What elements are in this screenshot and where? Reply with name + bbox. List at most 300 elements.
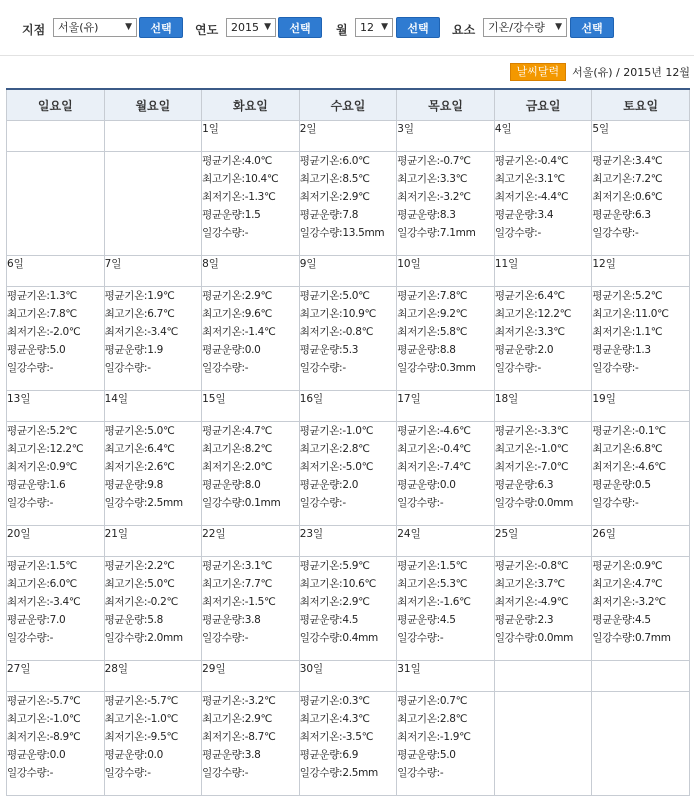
day-number: 10일 [397, 258, 421, 270]
weather-rain-line [105, 359, 202, 377]
weather-min-line [105, 728, 202, 746]
weather-min-value: -8.9℃ [49, 731, 81, 743]
weather-avg-line [592, 422, 689, 440]
weather-max-line [397, 305, 494, 323]
weather-max-line [105, 440, 202, 458]
weather-avg-line [202, 557, 299, 575]
weather-rain-line [300, 764, 397, 782]
day-number-cell [104, 526, 202, 557]
weather-cloud-line [592, 476, 689, 494]
weather-cloud-label: 평균운량: [494, 344, 538, 356]
weather-rain-value: - [49, 497, 54, 509]
weather-min-value: -1.9℃ [439, 731, 471, 743]
weather-avg-line [397, 152, 494, 170]
weather-rain-value: - [635, 362, 639, 374]
day-number: 1일 [202, 123, 219, 135]
weather-cloud-line [300, 341, 397, 359]
weather-rain-value: 2.0mm [147, 632, 183, 644]
element-select[interactable] [483, 18, 567, 37]
weather-rain-label: 일강수량: [397, 767, 440, 779]
weather-max-label: 최고기온: [299, 443, 343, 455]
weather-min-value: -3.5℃ [342, 731, 374, 743]
day-number-cell [202, 526, 300, 557]
weather-rain-line [397, 764, 494, 782]
day-data-cell [592, 557, 690, 661]
weather-min-value: -4.9℃ [537, 596, 569, 608]
weather-cloud-value: 6.3 [537, 479, 554, 491]
weather-cloud-line [105, 476, 202, 494]
weather-max-label: 최고기온: [397, 578, 440, 590]
day-data-cell [7, 422, 105, 526]
weather-max-value: 6.4℃ [147, 443, 175, 455]
day-number: 7일 [104, 258, 122, 270]
weather-rain-label: 일강수량: [7, 632, 50, 644]
weather-cloud-line [202, 611, 299, 629]
weather-min-value: 2.9℃ [342, 191, 370, 203]
day-number-row [7, 391, 690, 422]
weather-min-line [7, 728, 104, 746]
weather-max-line [592, 170, 689, 188]
weather-max-line [300, 575, 397, 593]
weather-avg-line [202, 422, 299, 440]
weather-cloud-value: 5.8 [147, 614, 163, 626]
weather-max-label: 최고기온: [592, 308, 635, 320]
weather-rain-value: - [537, 362, 541, 374]
day-data-cell [104, 287, 202, 391]
weather-avg-line [495, 422, 592, 440]
day-number-cell [494, 661, 592, 692]
weather-avg-value: 1.9℃ [147, 290, 175, 302]
weather-max-value: 7.2℃ [635, 173, 663, 185]
year-select-button[interactable]: 선택 [278, 17, 322, 38]
day-number: 20일 [7, 528, 31, 540]
weather-avg-label: 평균기온: [202, 155, 245, 167]
day-number-cell [397, 391, 495, 422]
weather-min-value: -4.4℃ [537, 191, 569, 203]
weather-avg-label: 평균기온: [397, 695, 440, 707]
weather-avg-label: 평균기온: [202, 290, 245, 302]
weather-avg-label: 평균기온: [592, 425, 635, 437]
weather-avg-value: -3.2℃ [244, 695, 276, 707]
weather-rain-label: 일강수량: [104, 497, 148, 509]
weather-rain-value: - [439, 632, 444, 644]
calendar-caption-text: 서울(유) / 2015년 12월 [572, 66, 690, 79]
weather-avg-line [300, 557, 397, 575]
weather-cloud-value: 3.8 [244, 614, 261, 626]
weather-min-label: 최저기온: [202, 731, 245, 743]
calendar-caption [510, 63, 690, 81]
weather-cloud-line [7, 611, 104, 629]
weather-min-value: -7.0℃ [537, 461, 569, 473]
weather-max-label: 최고기온: [202, 173, 245, 185]
weather-max-line [300, 305, 397, 323]
weather-rain-line [105, 764, 202, 782]
weather-max-label: 최고기온: [494, 578, 538, 590]
day-data-row [7, 557, 690, 661]
weather-min-label: 최저기온: [494, 326, 538, 338]
weather-avg-value: 7.8℃ [439, 290, 468, 302]
weather-cloud-label: 평균운량: [104, 614, 148, 626]
weather-cloud-label: 평균운량: [592, 344, 635, 356]
weather-min-line [202, 458, 299, 476]
weather-rain-value: 2.5mm [342, 767, 378, 779]
weather-min-value: -7.4℃ [439, 461, 471, 473]
weather-avg-label: 평균기온: [7, 290, 50, 302]
day-number-cell [7, 391, 105, 422]
station-label: 지점 [22, 23, 46, 37]
weather-avg-line [105, 692, 202, 710]
weather-min-value: 0.6℃ [635, 191, 663, 203]
day-data-cell [592, 692, 690, 796]
weather-max-label: 최고기온: [7, 578, 50, 590]
day-data-cell [202, 422, 300, 526]
day-number: 19일 [592, 393, 616, 405]
weather-avg-value: 5.0℃ [147, 425, 175, 437]
element-select-button[interactable]: 선택 [570, 17, 614, 38]
weather-avg-value: -5.7℃ [49, 695, 81, 707]
weather-calendar-table [6, 88, 690, 796]
day-number: 6일 [7, 258, 24, 270]
weather-avg-line [592, 557, 689, 575]
weather-cloud-line [592, 206, 689, 224]
weather-max-line [495, 305, 592, 323]
weather-min-line [202, 728, 299, 746]
weather-cloud-label: 평균운량: [397, 479, 440, 491]
weather-rain-label: 일강수량: [299, 227, 343, 239]
weather-cloud-label: 평균운량: [299, 344, 343, 356]
weather-min-label: 최저기온: [397, 461, 440, 473]
day-data-cell [494, 152, 592, 256]
weather-min-line [7, 593, 104, 611]
weather-rain-label: 일강수량: [202, 227, 245, 239]
day-number-cell [299, 526, 397, 557]
weather-max-label: 최고기온: [299, 173, 343, 185]
weather-min-line [495, 458, 592, 476]
weather-max-line [105, 710, 202, 728]
day-data-cell [202, 692, 300, 796]
weather-cloud-value: 2.0 [342, 479, 359, 491]
day-data-cell [7, 692, 105, 796]
weekday-header: 토요일 [592, 89, 690, 121]
weather-min-label: 최저기온: [202, 596, 245, 608]
weather-max-label: 최고기온: [397, 173, 440, 185]
weather-avg-label: 평균기온: [104, 695, 148, 707]
weather-rain-value: - [342, 362, 346, 374]
weather-rain-value: 0.7mm [635, 632, 671, 644]
day-number: 29일 [202, 663, 226, 675]
weather-rain-line [397, 224, 494, 242]
weather-avg-value: 5.0℃ [342, 290, 370, 302]
weather-cloud-line [7, 341, 104, 359]
weather-cloud-line [105, 611, 202, 629]
weather-avg-value: 2.2℃ [147, 560, 175, 572]
weather-rain-value: - [244, 767, 249, 779]
weather-max-label: 최고기온: [202, 578, 245, 590]
day-number: 18일 [494, 393, 519, 405]
weather-avg-value: -0.4℃ [537, 155, 569, 167]
weather-max-line [202, 575, 299, 593]
weather-avg-line [7, 557, 104, 575]
weather-max-line [105, 575, 202, 593]
weather-avg-value: 3.4℃ [635, 155, 663, 167]
weather-max-line [202, 305, 299, 323]
day-number-cell [494, 391, 592, 422]
weather-avg-line [592, 152, 689, 170]
weather-cloud-line [592, 341, 689, 359]
weather-avg-value: 6.4℃ [537, 290, 565, 302]
weather-cloud-value: 7.0 [49, 614, 66, 626]
day-data-cell [202, 557, 300, 661]
weather-min-label: 최저기온: [494, 461, 538, 473]
weather-max-line [7, 575, 104, 593]
weather-min-value: -1.6℃ [439, 596, 471, 608]
weather-max-label: 최고기온: [104, 308, 148, 320]
weather-max-value: 6.7℃ [147, 308, 175, 320]
weather-rain-line [105, 494, 202, 512]
weather-cloud-label: 평균운량: [104, 344, 148, 356]
weather-max-value: 10.4℃ [244, 173, 279, 185]
weather-cloud-line [397, 476, 494, 494]
weather-cloud-label: 평균운량: [494, 614, 538, 626]
weather-cloud-line [105, 341, 202, 359]
weather-min-value: -4.6℃ [635, 461, 666, 473]
day-number: 22일 [202, 528, 226, 540]
day-number: 15일 [202, 393, 226, 405]
day-data-cell [397, 692, 495, 796]
day-number-cell [397, 526, 495, 557]
day-number: 27일 [7, 663, 31, 675]
weather-min-line [592, 323, 689, 341]
weather-avg-line [495, 287, 592, 305]
weather-cloud-label: 평균운량: [7, 344, 50, 356]
weekday-header: 목요일 [397, 89, 495, 121]
weather-cloud-label: 평균운량: [299, 749, 343, 761]
weather-cloud-label: 평균운량: [202, 344, 245, 356]
weather-avg-line [202, 692, 299, 710]
weather-rain-value: - [49, 767, 54, 779]
weather-avg-value: 4.7℃ [244, 425, 273, 437]
weather-max-value: 10.9℃ [342, 308, 376, 320]
element-label: 요소 [452, 23, 476, 37]
weather-cloud-value: 2.3 [537, 614, 554, 626]
weather-cloud-line [495, 611, 592, 629]
weather-min-line [495, 593, 592, 611]
weather-rain-label: 일강수량: [202, 767, 245, 779]
weather-min-line [495, 188, 592, 206]
weather-rain-value: - [49, 362, 54, 374]
weather-avg-label: 평균기온: [592, 560, 635, 572]
weather-max-value: 5.0℃ [147, 578, 175, 590]
weather-rain-value: 0.1mm [244, 497, 281, 509]
weather-cloud-label: 평균운량: [299, 479, 343, 491]
weather-cloud-line [105, 746, 202, 764]
day-number: 2일 [299, 123, 317, 135]
day-data-cell [592, 152, 690, 256]
weather-rain-label: 일강수량: [7, 767, 50, 779]
weather-cloud-label: 평균운량: [202, 749, 245, 761]
weather-avg-line [105, 557, 202, 575]
year-select-value: 2015 [231, 21, 259, 34]
weather-min-line [7, 323, 104, 341]
weather-min-value: 3.3℃ [537, 326, 565, 338]
weather-rain-label: 일강수량: [494, 632, 538, 644]
weather-min-label: 최저기온: [7, 596, 50, 608]
weather-rain-label: 일강수량: [592, 497, 635, 509]
weather-min-label: 최저기온: [104, 326, 148, 338]
weather-max-label: 최고기온: [299, 308, 343, 320]
weather-max-line [592, 440, 689, 458]
weather-avg-line [397, 557, 494, 575]
year-select[interactable] [226, 18, 276, 37]
weather-min-line [300, 323, 397, 341]
day-data-cell [397, 152, 495, 256]
weather-rain-line [7, 359, 104, 377]
weather-avg-label: 평균기온: [299, 560, 343, 572]
station-select[interactable] [53, 18, 137, 37]
day-data-cell [104, 422, 202, 526]
weather-min-line [495, 323, 592, 341]
day-number-cell [104, 121, 202, 152]
weather-avg-value: 0.9℃ [635, 560, 663, 572]
weather-cloud-label: 평균운량: [397, 749, 440, 761]
weather-rain-line [202, 224, 299, 242]
day-number-cell [202, 661, 300, 692]
weather-min-line [300, 188, 397, 206]
weather-cloud-value: 7.8 [342, 209, 359, 221]
day-data-cell [592, 422, 690, 526]
weather-max-value: 4.3℃ [342, 713, 370, 725]
weather-rain-line [495, 359, 592, 377]
weather-avg-label: 평균기온: [592, 155, 635, 167]
weather-max-value: 7.8℃ [49, 308, 77, 320]
weather-cloud-value: 0.0 [439, 479, 456, 491]
weather-rain-label: 일강수량: [202, 632, 245, 644]
weather-min-line [202, 323, 299, 341]
weather-max-value: 8.5℃ [342, 173, 370, 185]
weather-min-label: 최저기온: [592, 461, 635, 473]
weekday-header: 금요일 [494, 89, 592, 121]
month-select[interactable] [355, 18, 393, 37]
weather-cloud-line [202, 746, 299, 764]
weather-cloud-line [300, 476, 397, 494]
weather-min-label: 최저기온: [202, 191, 245, 203]
weather-cloud-label: 평균운량: [7, 479, 50, 491]
weather-cloud-label: 평균운량: [104, 479, 148, 491]
day-number-cell [494, 256, 592, 287]
weather-avg-value: 2.9℃ [244, 290, 273, 302]
weather-cloud-line [495, 341, 592, 359]
weather-min-value: -1.5℃ [244, 596, 276, 608]
weather-avg-label: 평균기온: [202, 425, 245, 437]
day-number-cell [104, 256, 202, 287]
day-number: 24일 [397, 528, 421, 540]
weather-cloud-value: 6.3 [635, 209, 651, 221]
weather-max-label: 최고기온: [202, 713, 245, 725]
weather-rain-line [7, 764, 104, 782]
day-number-cell [494, 526, 592, 557]
day-number: 8일 [202, 258, 219, 270]
weather-avg-line [495, 152, 592, 170]
weather-cloud-line [397, 746, 494, 764]
weather-max-value: 10.6℃ [342, 578, 376, 590]
weather-min-value: -2.0℃ [49, 326, 81, 338]
weather-min-value: -0.2℃ [147, 596, 178, 608]
day-number-cell [299, 256, 397, 287]
weather-cloud-line [202, 341, 299, 359]
weather-cloud-label: 평균운량: [397, 344, 440, 356]
weather-avg-value: 0.3℃ [342, 695, 370, 707]
weather-min-value: -9.5℃ [147, 731, 178, 743]
weather-avg-line [397, 422, 494, 440]
weather-max-value: 5.3℃ [439, 578, 468, 590]
weather-max-label: 최고기온: [7, 308, 50, 320]
weather-avg-label: 평균기온: [397, 560, 440, 572]
weather-max-label: 최고기온: [494, 443, 538, 455]
weather-avg-line [592, 287, 689, 305]
weather-min-value: -0.8℃ [342, 326, 374, 338]
weather-cloud-value: 3.8 [244, 749, 261, 761]
weather-max-label: 최고기온: [494, 308, 538, 320]
weather-max-line [592, 575, 689, 593]
weather-max-label: 최고기온: [104, 443, 148, 455]
weather-avg-value: 6.0℃ [342, 155, 370, 167]
weather-max-line [397, 440, 494, 458]
weather-avg-line [7, 692, 104, 710]
weather-rain-value: - [244, 227, 249, 239]
station-select-button[interactable]: 선택 [139, 17, 183, 38]
day-number: 21일 [104, 528, 129, 540]
weather-min-line [592, 458, 689, 476]
day-data-cell [494, 287, 592, 391]
weather-cloud-line [397, 611, 494, 629]
weather-rain-line [495, 629, 592, 647]
day-number-cell [397, 256, 495, 287]
weather-cloud-value: 8.8 [439, 344, 456, 356]
day-data-cell [299, 557, 397, 661]
weather-avg-label: 평균기온: [397, 290, 440, 302]
chevron-down-icon: ▼ [264, 22, 271, 32]
weather-rain-line [202, 359, 299, 377]
weather-rain-label: 일강수량: [202, 497, 245, 509]
weather-rain-value: - [244, 362, 249, 374]
weather-cloud-value: 4.5 [439, 614, 456, 626]
weather-cloud-value: 6.9 [342, 749, 359, 761]
month-select-button[interactable]: 선택 [396, 17, 440, 38]
day-number: 16일 [299, 393, 324, 405]
weather-rain-value: 0.4mm [342, 632, 378, 644]
day-data-cell [104, 557, 202, 661]
weather-cloud-value: 9.8 [147, 479, 163, 491]
weather-max-label: 최고기온: [104, 713, 148, 725]
weather-max-value: 2.8℃ [342, 443, 370, 455]
weather-cloud-value: 3.4 [537, 209, 554, 221]
weather-cloud-line [202, 476, 299, 494]
day-data-cell [299, 422, 397, 526]
weather-avg-value: -0.8℃ [537, 560, 569, 572]
weather-avg-label: 평균기온: [104, 560, 148, 572]
weather-avg-line [7, 422, 104, 440]
weather-max-value: 12.2℃ [49, 443, 84, 455]
weather-max-value: 8.2℃ [244, 443, 273, 455]
weather-rain-label: 일강수량: [7, 497, 50, 509]
weather-max-line [592, 305, 689, 323]
weather-avg-value: -1.0℃ [342, 425, 374, 437]
weather-cloud-label: 평균운량: [592, 209, 635, 221]
weather-cloud-value: 1.9 [147, 344, 163, 356]
weather-min-label: 최저기온: [397, 596, 440, 608]
weather-max-value: 9.6℃ [244, 308, 273, 320]
weather-cloud-value: 4.5 [635, 614, 651, 626]
